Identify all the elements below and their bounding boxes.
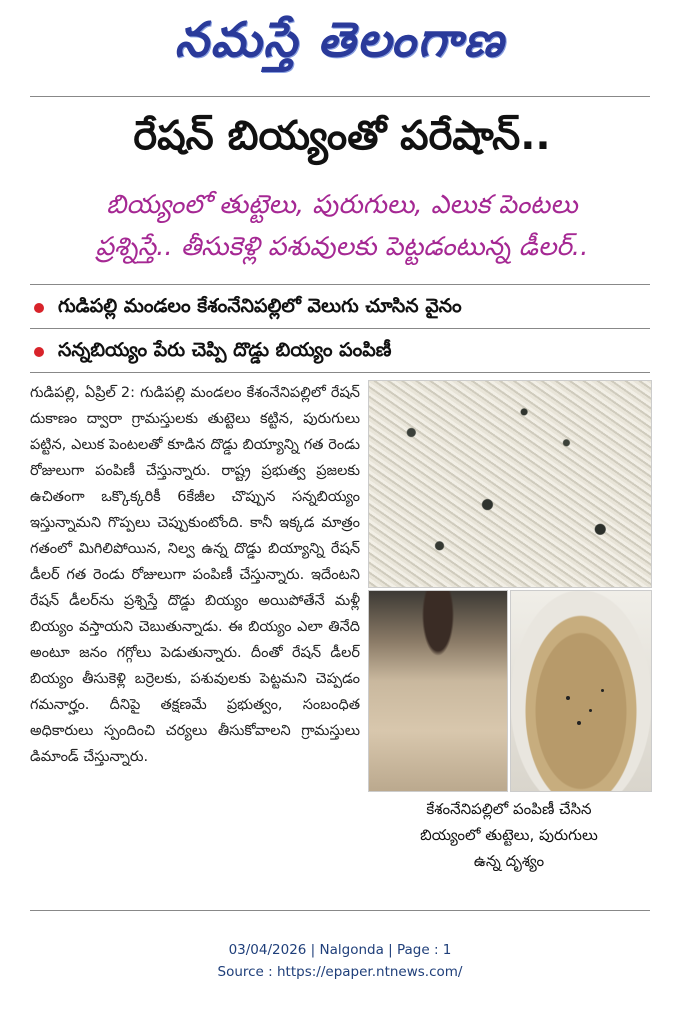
bullet-dot-icon	[34, 347, 44, 357]
bullet-text: గుడిపల్లి మండలం కేశంనేనిపల్లిలో వెలుగు చూసిన వైనం	[58, 294, 462, 317]
article-body-text: గుడిపల్లి, ఏప్రిల్ 2: గుడిపల్లి మండలం కేశంనేనిపల్లిలో రేషన్ దుకాణం ద్వారా గ్రామస్తులకు తుట్టెలు కట్టిన, పురుగులు పట్టిన, ఎలుక పెంటలతో కూడిన దొడ్డు బియ్యాన్ని గత రెండు రోజులుగా పంపిణీ చేస్తున్నారు. రాష్ట్ర ప్రభుత్వ ప్రజలకు ఉచితంగా ఒక్కొక్కరికీ 6కేజీల చొప్పున సన్నబియ్యం ఇస్తున్నామని గొప్పలు చెప్పుకుంటోంది. కానీ ఇక్కడ మాత్రం గతంలో మిగిలిపోయిన, నిల్వ ఉన్న దొడ్డు బియ్యాన్ని రేషన్ డీలర్ గత రెండు రోజులుగా పంపిణీ చేస్తున్నారు. ఇదేంటని రేషన్ డీలర్‌ను ప్రశ్నిస్తే దొడ్డు బియ్యం అయిపోతేనే మళ్లీ బియ్యం వస్తాయని చెబుతున్నాడు. ఈ బియ్యం ఎలా తినేది అంటూ జనం గగ్గోలు పెడుతున్నారు. దీంతో రేషన్ డీలర్ బియ్యం తీసుకెళ్లి బర్రెలకు, పశువులకు పెట్టమని చెప్పడం గమనార్హం. దీనిపై తక్షణమే ప్రభుత్వం, సంబంధిత అధికారులు స్పందించి చర్యలు తీసుకోవాలని గ్రామస్తులు డిమాండ్ చేస్తున్నారు.	[30, 385, 360, 765]
masthead-divider	[30, 96, 650, 97]
caption-line: ఉన్న దృశ్యం	[473, 852, 545, 870]
caption-line: బియ్యంలో తుట్టెలు, పురుగులు	[420, 826, 598, 844]
bullet-point-2	[30, 334, 650, 370]
bullet-text: సన్నబియ్యం పేరు చెప్పి దొడ్డు బియ్యం పంపిణీ	[58, 338, 392, 361]
bullet-point-1	[30, 290, 650, 326]
caption-line: కేశంనేనిపల్లిలో పంపిణీ చేసిన	[426, 800, 592, 818]
subheadline-2: ప్రశ్నిస్తే.. తీసుకెళ్లి పశువులకు పెట్టడంటున్న డీలర్..	[95, 232, 589, 262]
photo-caption	[368, 796, 650, 874]
article-body	[30, 380, 360, 770]
article-headline: రేషన్ బియ్యంతో పరేషాన్..	[133, 113, 551, 159]
bullet-divider	[30, 328, 650, 329]
edition-info: 03/04/2026 | Nalgonda | Page : 1	[228, 942, 452, 958]
bullet-divider	[30, 372, 650, 373]
masthead-logo: నమస్తే తెలంగాణ	[174, 12, 506, 68]
rice-closeup-photo	[368, 380, 652, 588]
rice-sack-photo-left	[368, 590, 508, 792]
subheadline-1: బియ్యంలో తుట్టెలు, పురుగులు, ఎలుక పెంటలు	[106, 190, 578, 220]
bullet-dot-icon	[34, 303, 44, 313]
rice-sack-photo-right	[510, 590, 652, 792]
subhead-divider	[30, 284, 650, 285]
footer-divider	[30, 910, 650, 911]
source-link[interactable]: Source : https://epaper.ntnews.com/	[217, 964, 463, 980]
